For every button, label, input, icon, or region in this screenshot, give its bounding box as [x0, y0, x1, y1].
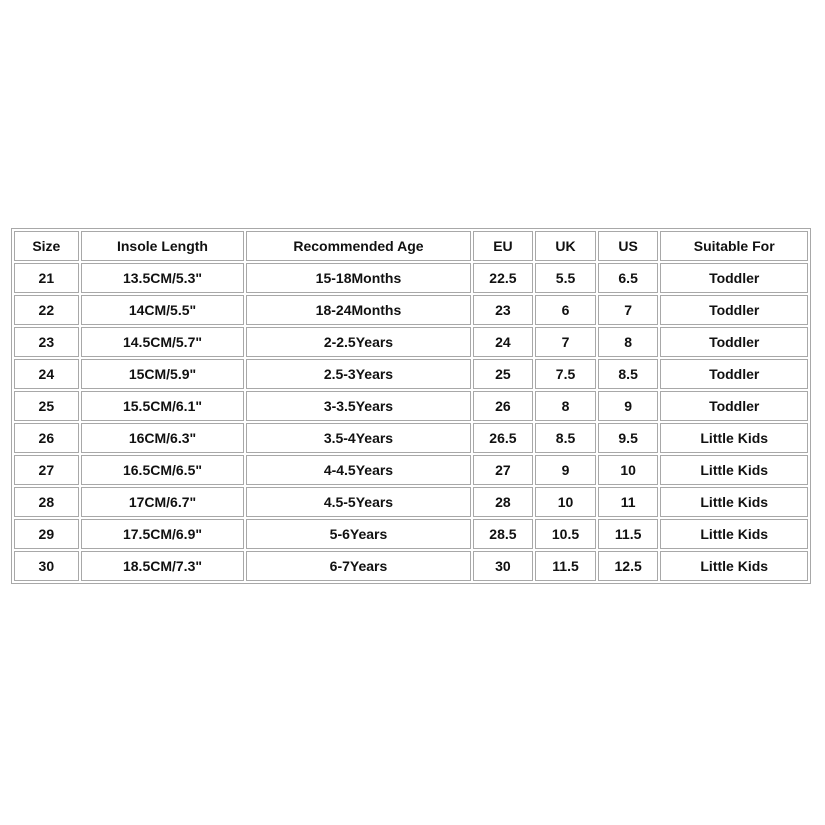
cell-suitable-for: Little Kids [660, 519, 808, 549]
cell-uk: 9 [535, 455, 596, 485]
cell-uk: 7.5 [535, 359, 596, 389]
size-chart [11, 228, 811, 584]
cell-insole-length: 18.5CM/7.3" [81, 551, 245, 581]
cell-recommended-age: 3-3.5Years [246, 391, 470, 421]
cell-size: 24 [14, 359, 79, 389]
cell-size: 26 [14, 423, 79, 453]
cell-eu: 23 [473, 295, 534, 325]
cell-uk: 5.5 [535, 263, 596, 293]
table-row [14, 423, 808, 453]
cell-suitable-for: Little Kids [660, 551, 808, 581]
column-header-us: US [598, 231, 659, 261]
cell-recommended-age: 6-7Years [246, 551, 470, 581]
cell-size: 21 [14, 263, 79, 293]
cell-suitable-for: Toddler [660, 391, 808, 421]
cell-suitable-for: Little Kids [660, 423, 808, 453]
cell-uk: 7 [535, 327, 596, 357]
cell-us: 10 [598, 455, 659, 485]
cell-eu: 26.5 [473, 423, 534, 453]
cell-insole-length: 14.5CM/5.7" [81, 327, 245, 357]
cell-suitable-for: Little Kids [660, 487, 808, 517]
cell-insole-length: 16CM/6.3" [81, 423, 245, 453]
cell-us: 12.5 [598, 551, 659, 581]
table-row [14, 359, 808, 389]
cell-eu: 30 [473, 551, 534, 581]
column-header-uk: UK [535, 231, 596, 261]
cell-recommended-age: 3.5-4Years [246, 423, 470, 453]
cell-insole-length: 13.5CM/5.3" [81, 263, 245, 293]
column-header-suitable-for: Suitable For [660, 231, 808, 261]
cell-recommended-age: 2-2.5Years [246, 327, 470, 357]
cell-eu: 24 [473, 327, 534, 357]
cell-us: 8.5 [598, 359, 659, 389]
table-row [14, 487, 808, 517]
cell-suitable-for: Toddler [660, 295, 808, 325]
table-row [14, 327, 808, 357]
cell-size: 27 [14, 455, 79, 485]
table-row [14, 391, 808, 421]
size-table-body [14, 263, 808, 581]
cell-uk: 6 [535, 295, 596, 325]
cell-eu: 25 [473, 359, 534, 389]
cell-eu: 22.5 [473, 263, 534, 293]
cell-size: 30 [14, 551, 79, 581]
cell-suitable-for: Little Kids [660, 455, 808, 485]
cell-recommended-age: 15-18Months [246, 263, 470, 293]
cell-suitable-for: Toddler [660, 359, 808, 389]
cell-recommended-age: 4-4.5Years [246, 455, 470, 485]
cell-insole-length: 15CM/5.9" [81, 359, 245, 389]
cell-eu: 28 [473, 487, 534, 517]
cell-insole-length: 14CM/5.5" [81, 295, 245, 325]
table-header-row [14, 231, 808, 261]
cell-insole-length: 16.5CM/6.5" [81, 455, 245, 485]
cell-recommended-age: 2.5-3Years [246, 359, 470, 389]
column-header-eu: EU [473, 231, 534, 261]
cell-eu: 26 [473, 391, 534, 421]
cell-uk: 11.5 [535, 551, 596, 581]
column-header-size: Size [14, 231, 79, 261]
cell-us: 8 [598, 327, 659, 357]
cell-suitable-for: Toddler [660, 327, 808, 357]
table-row [14, 263, 808, 293]
cell-us: 6.5 [598, 263, 659, 293]
table-row [14, 455, 808, 485]
cell-size: 22 [14, 295, 79, 325]
cell-recommended-age: 18-24Months [246, 295, 470, 325]
cell-insole-length: 15.5CM/6.1" [81, 391, 245, 421]
cell-eu: 27 [473, 455, 534, 485]
cell-suitable-for: Toddler [660, 263, 808, 293]
table-row [14, 295, 808, 325]
cell-insole-length: 17CM/6.7" [81, 487, 245, 517]
cell-insole-length: 17.5CM/6.9" [81, 519, 245, 549]
cell-size: 25 [14, 391, 79, 421]
cell-us: 11.5 [598, 519, 659, 549]
cell-uk: 8 [535, 391, 596, 421]
cell-recommended-age: 4.5-5Years [246, 487, 470, 517]
cell-us: 9.5 [598, 423, 659, 453]
cell-us: 11 [598, 487, 659, 517]
size-table [11, 228, 811, 584]
cell-uk: 10 [535, 487, 596, 517]
table-row [14, 519, 808, 549]
cell-eu: 28.5 [473, 519, 534, 549]
cell-us: 9 [598, 391, 659, 421]
cell-size: 29 [14, 519, 79, 549]
cell-us: 7 [598, 295, 659, 325]
cell-size: 23 [14, 327, 79, 357]
cell-uk: 8.5 [535, 423, 596, 453]
cell-uk: 10.5 [535, 519, 596, 549]
column-header-recommended-age: Recommended Age [246, 231, 470, 261]
column-header-insole-length: Insole Length [81, 231, 245, 261]
table-row [14, 551, 808, 581]
cell-recommended-age: 5-6Years [246, 519, 470, 549]
cell-size: 28 [14, 487, 79, 517]
